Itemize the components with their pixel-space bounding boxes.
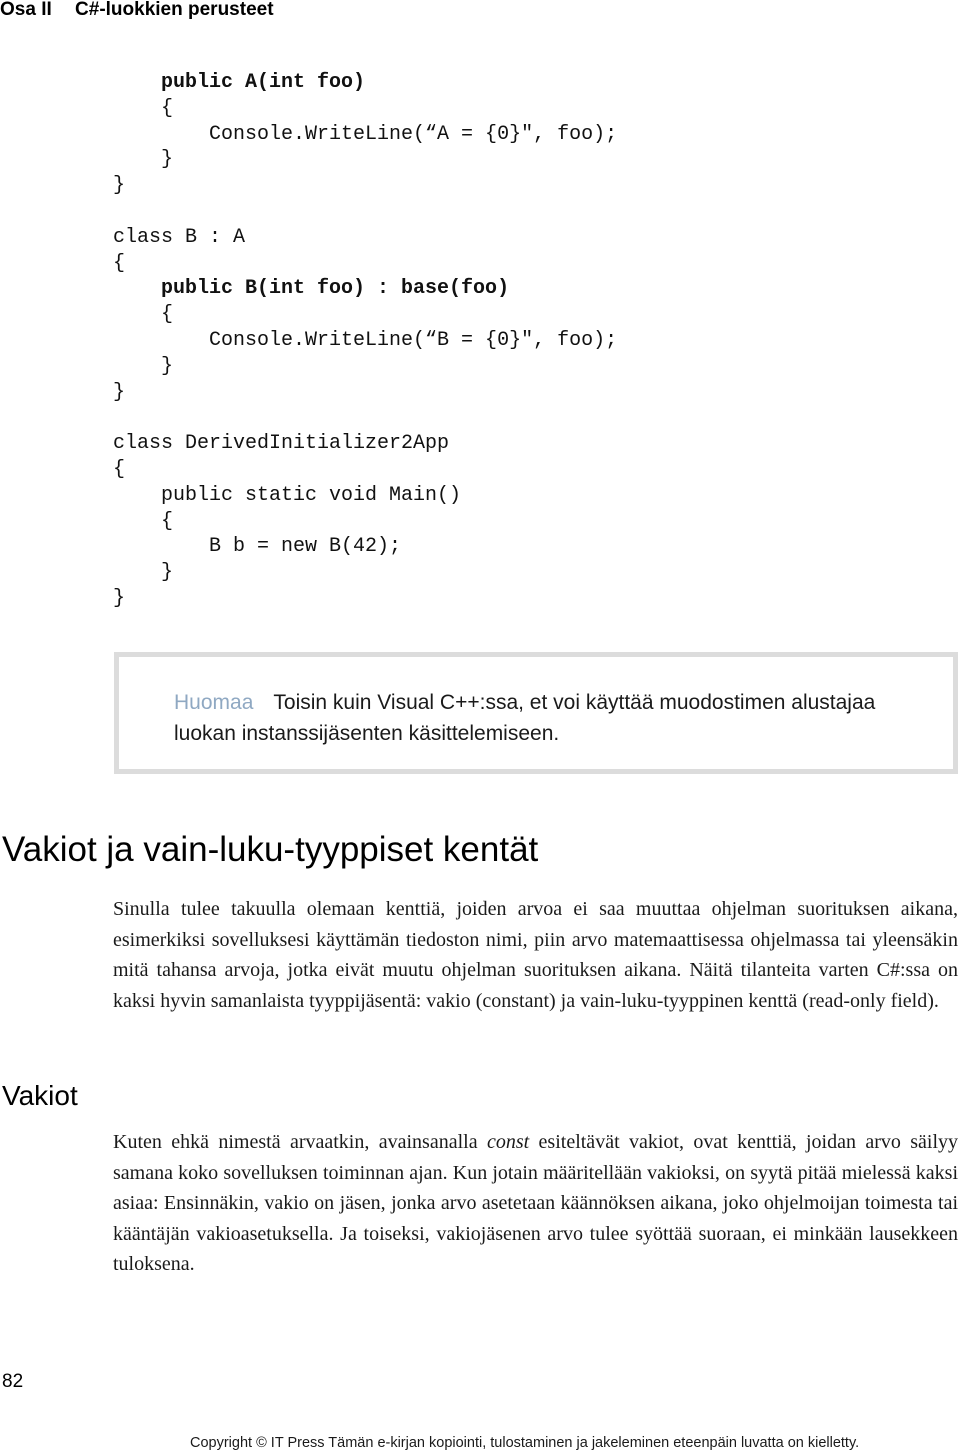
section-heading: Vakiot ja vain-luku-tyyppiset kentät	[2, 830, 539, 869]
section-paragraph: Sinulla tulee takuulla olemaan kenttiä, joiden arvoa ei saa muuttaa ohjelman suorituksen aikana, esimerkiksi sovelluksesi käyttämän tiedoston nimi, piin arvo matemaattisessa ohjelmassa tai yleensäkin mitä tahansa arvoja, jotka eivät muutu ohjelman suorituksen aikana. Näitä tilanteita varten C#:ssa on kaksi hyvin samanlaista tyyppijäsentä: vakio (constant) ja vain-luku-tyyppinen kenttä (read-only field).	[113, 898, 958, 1012]
code-listing	[113, 70, 617, 612]
code-line: }	[113, 380, 126, 404]
code-line: }	[113, 354, 174, 378]
code-line: {	[113, 96, 174, 120]
code-line: }	[113, 561, 174, 585]
code-line: public A(int foo)	[113, 71, 366, 94]
subsection-paragraph	[113, 1127, 958, 1280]
code-line: }	[113, 148, 174, 172]
chapter-title: C#-luokkien perusteet	[75, 0, 274, 20]
running-header	[0, 0, 274, 22]
code-line: }	[113, 174, 126, 198]
part-label: Osa II	[0, 0, 52, 20]
code-line	[113, 405, 617, 431]
paragraph-text-before: Kuten ehkä nimestä arvaatkin, avainsanalla	[113, 1131, 478, 1153]
page-number: 82	[2, 1371, 24, 1392]
code-line: {	[113, 509, 174, 533]
keyword-const: const	[486, 1131, 530, 1153]
code-line: Console.WriteLine(“B = {0}", foo);	[113, 328, 618, 352]
code-line: B b = new B(42);	[113, 535, 402, 559]
note-content	[174, 687, 934, 749]
code-line: }	[113, 586, 126, 610]
note-text: Toisin kuin Visual C++:ssa, et voi käyttää muodostimen alustajaa luokan instanssijäsenten käsittelemiseen.	[174, 691, 876, 745]
code-line: public static void Main()	[113, 483, 462, 507]
copyright-footer: Copyright © IT Press Tämän e-kirjan kopiointi, tulostaminen ja jakeleminen eteenpäin luvatta on kielletty.	[190, 1435, 860, 1451]
code-line: {	[113, 457, 126, 481]
code-line: public B(int foo) : base(foo)	[113, 277, 510, 301]
paragraph-text-after: esiteltävät vakiot, ovat kenttiä, joidan arvo säilyy samana koko sovelluksen toiminnan ajan. Kun jotain määritellään vakioksi, on syytä pitää mielessä kaksi asiaa: Ensinnäkin, vakio on jäsen, jonka arvo asetetaan käännöksen aikana, joko ohjelmoijan toimesta tai kääntäjän vakioasetuksella. Ja toiseksi, vakiojäsenen arvo tulee syöttää suoraan, ei minkään lausekkeen tuloksena.	[113, 1131, 958, 1276]
code-line: Console.WriteLine(“A = {0}", foo);	[113, 122, 618, 146]
code-line: {	[113, 303, 174, 327]
code-line: {	[113, 251, 126, 275]
note-label: Huomaa	[174, 691, 254, 714]
code-line	[113, 199, 617, 225]
code-line: class DerivedInitializer2App	[113, 432, 450, 456]
code-line: class B : A	[113, 225, 246, 249]
note-box	[114, 652, 958, 774]
subsection-heading: Vakiot	[2, 1080, 78, 1111]
